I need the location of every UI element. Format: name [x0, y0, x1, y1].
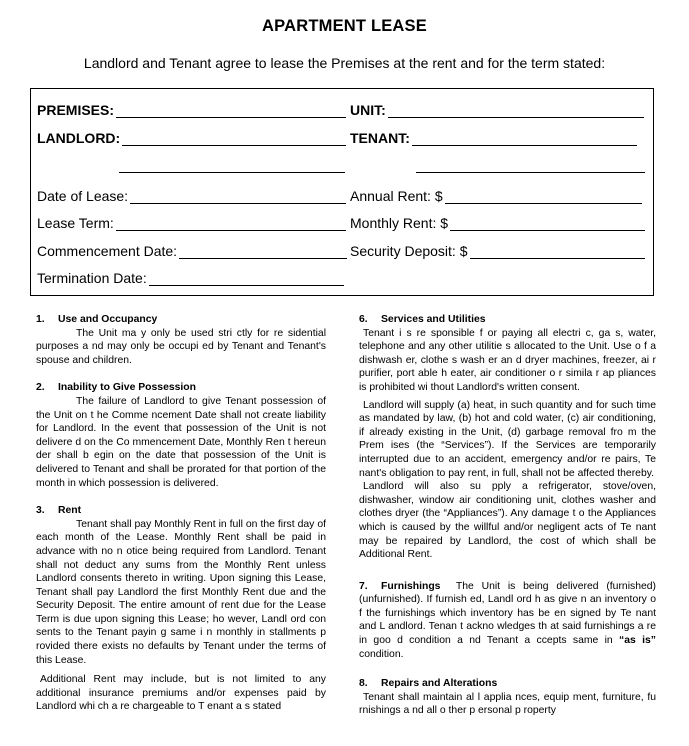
section-3-body-2: Additional Rent may include, but is not limited to any additional insurance premiums and/or expenses paid by Landlord whi ch a re chargeable to T enant a s stated [36, 674, 326, 713]
date-of-lease-row [37, 184, 346, 204]
section-3-body-1: Tenant shall pay Monthly Rent in full on the first day of each month of the Lease. Monthly Rent shall be paid in advance with no n otice being required from Landlord. Tenant shall not deduct any sums from the Monthly Rent unless Landlord consents thereto in writing. Upon signing this Lease, Tenant shall pay Landlord the first Monthly Rent due and the Security Deposit. The entire amount of rent due for the Lease Term is due upon signing this Lease; ho wever, Landl ord con sents to the Tenant payin g same i n monthly in stallments p rovided there exists no defaults by Tenant under the terms of this Lease. [36, 518, 326, 666]
section-1-heading: 1. Use and Occupancy [36, 314, 158, 325]
security-deposit-label: Security Deposit: $ [350, 243, 468, 259]
section-7-body-end: condition. [359, 648, 404, 660]
monthly-rent-field[interactable] [450, 216, 645, 231]
termination-date-label: Termination Date: [37, 270, 147, 286]
right-column [359, 313, 656, 718]
section-1-body: The Unit ma y only be used stri ctly for re sidential purposes a nd may only be occupi ed by Tenant and Tenant's spouse and children. [36, 327, 326, 366]
landlord-extra-line[interactable] [119, 171, 345, 173]
unit-row [350, 98, 644, 118]
lease-term-row [37, 211, 346, 231]
monthly-rent-label: Monthly Rent: $ [350, 215, 449, 231]
section-6-body-2: Landlord will supply (a) heat, in such quantity and for such time as mandated by law, (b) hot and cold water, (c) air conditioning, if already existing in the Unit, (d) garbage removal fro m the Prem ises (the “Services”). If the Services are temporarily interrupted due to an accident, emergency and/or re pairs, Te nant's obligation to pay rent, in full, shall not be affected thereby. [359, 399, 656, 479]
premises-row [37, 98, 346, 118]
section-6-body-3: Landlord will also su pply a refrigerator, stove/oven, dishwasher, window air conditioning unit, clothes washer and clothes dryer (the “Appliances”). Any damage t o the Appliances which is caused by the willful and/or negligent acts of Te nant may be repaired by Landlord, the cost of which shall be Additional Rent. [359, 481, 656, 561]
document-title: APARTMENT LEASE [262, 17, 427, 35]
lease-details-box [30, 88, 654, 296]
commencement-date-label: Commencement Date: [37, 243, 178, 259]
section-3-heading: 3. Rent [36, 505, 82, 517]
section-8-heading: 8. Repairs and Alterations [359, 678, 498, 690]
tenant-row [350, 126, 637, 146]
landlord-field[interactable] [122, 131, 346, 146]
security-deposit-field[interactable] [470, 244, 645, 259]
commencement-date-row [37, 239, 347, 259]
left-column [36, 313, 326, 714]
intro-statement: Landlord and Tenant agree to lease the Premises at the rent and for the term stated: [83, 55, 606, 71]
section-7-as-is: “as is” [619, 635, 656, 647]
annual-rent-field[interactable] [445, 189, 642, 204]
date-of-lease-field[interactable] [130, 189, 346, 204]
tenant-label: TENANT: [350, 130, 410, 146]
tenant-extra-line[interactable] [416, 171, 645, 173]
section-7-heading: Furnishings [381, 580, 441, 592]
landlord-row [37, 126, 346, 146]
premises-label: PREMISES: [37, 102, 115, 118]
landlord-label: LANDLORD: [37, 130, 121, 146]
section-7 [359, 580, 656, 662]
section-8-body: Tenant shall maintain al l applia nces, equip ment, furniture, fu rnishings a nd all o ther p ersonal p roperty [359, 691, 656, 717]
section-6-heading: 6. Services and Utilities [359, 314, 486, 325]
section-2-body: The failure of Landlord to give Tenant possession of the Unit on t he Comme ncement Date shall not create liability for Landlord. In the event that possession of the Unit is not delivere d on the Co mmencement Date, Monthly Ren t hereun der shall b egin on the date that possession of the Unit is delivered to Tenant and shall be prorated for that portion of the month in which possession is delivered. [36, 395, 326, 489]
premises-field[interactable] [116, 103, 346, 118]
unit-label: UNIT: [350, 102, 386, 118]
lease-term-field[interactable] [116, 216, 346, 231]
lease-term-label: Lease Term: [37, 215, 114, 231]
security-deposit-row [350, 239, 645, 259]
annual-rent-row [350, 184, 642, 204]
monthly-rent-row [350, 211, 645, 231]
section-7-body-start: The Unit is being delivered (furnished) (unfurnished). If furnish ed, Landl ord h as give n an inventory o f the furnishings which inventory has be en signed by Te nant and L andlord. Tenan t ackno wledges th at said furnishings a re in goo d condition a nd Tenant a ccepts same in [359, 580, 656, 647]
commencement-date-field[interactable] [179, 244, 347, 259]
tenant-field[interactable] [412, 131, 637, 146]
termination-date-row [37, 266, 344, 286]
unit-field[interactable] [388, 103, 644, 118]
section-7-number: 7. [359, 580, 368, 592]
annual-rent-label: Annual Rent: $ [350, 188, 443, 204]
section-6-body-1: Tenant i s re sponsible f or paying all electri c, ga s, water, telephone and any other utilitie s allocated to the Unit. Use o f a dishwash er, clothe s wash er an d dryer machines, freezer, ai r purifier, port able h eater, air conditioner o r simila r ap pliances is prohibited wi thout Landlord's written consent. [359, 327, 656, 393]
termination-date-field[interactable] [149, 271, 344, 286]
section-2-heading: 2. Inability to Give Possession [36, 382, 197, 394]
date-of-lease-label: Date of Lease: [37, 188, 129, 204]
